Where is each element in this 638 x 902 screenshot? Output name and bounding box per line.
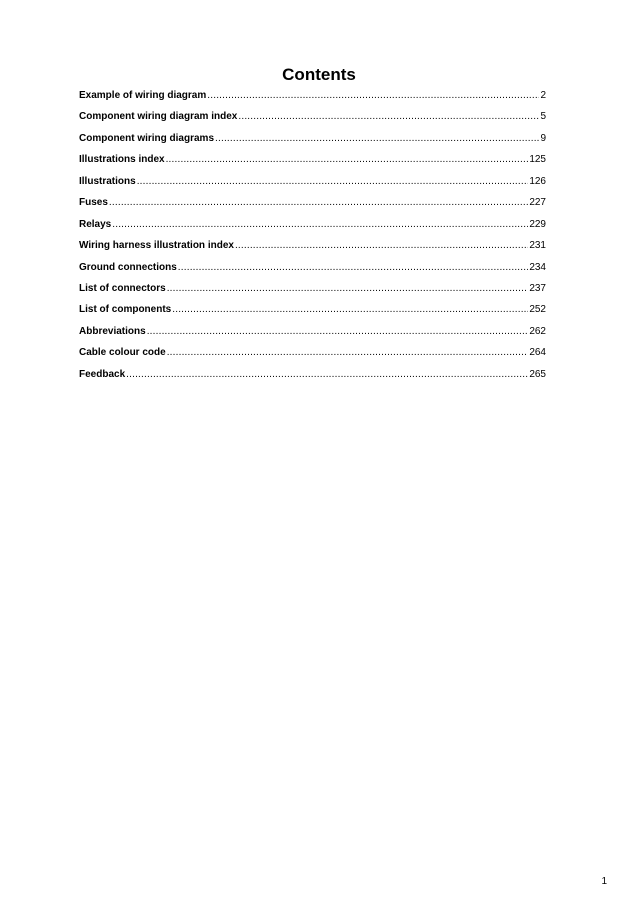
- toc-entry-page: 237: [529, 282, 546, 294]
- toc-entry-page: 262: [529, 325, 546, 337]
- toc-entry[interactable]: [79, 240, 546, 261]
- toc-entry-page: 264: [529, 347, 546, 359]
- page-number: 1: [601, 876, 607, 887]
- toc-entry[interactable]: [79, 111, 546, 132]
- toc-entry[interactable]: [79, 347, 546, 368]
- toc-entry-label: Ground connections: [79, 261, 177, 273]
- toc-dot-leader: [238, 111, 539, 122]
- toc-entry-label: Fuses: [79, 197, 108, 209]
- toc-entry[interactable]: [79, 176, 546, 197]
- toc-dot-leader: [235, 240, 528, 251]
- toc-entry-page: 9: [540, 132, 546, 144]
- toc-dot-leader: [167, 283, 529, 294]
- toc-dot-leader: [147, 326, 529, 337]
- toc-entry[interactable]: [79, 90, 546, 111]
- toc-entry[interactable]: [79, 197, 546, 218]
- toc-entry-page: 5: [540, 111, 546, 123]
- toc-entry-page: 231: [529, 240, 546, 252]
- toc-dot-leader: [172, 304, 528, 315]
- toc-entry[interactable]: [79, 304, 546, 325]
- toc-entry-label: Relays: [79, 218, 112, 230]
- toc-entry-page: 227: [529, 197, 546, 209]
- toc-entry[interactable]: [79, 369, 546, 390]
- toc-entry-page: 125: [529, 154, 546, 166]
- toc-entry-label: Component wiring diagrams: [79, 132, 215, 144]
- toc-dot-leader: [137, 176, 529, 187]
- toc-entry-label: Wiring harness illustration index: [79, 240, 234, 252]
- toc-dot-leader: [207, 90, 539, 101]
- toc-dot-leader: [112, 219, 528, 230]
- toc-entry[interactable]: [79, 154, 546, 175]
- toc-entry-label: List of connectors: [79, 282, 166, 294]
- toc-entry-page: 2: [540, 90, 546, 101]
- toc-entry[interactable]: [79, 326, 546, 347]
- toc-entry[interactable]: [79, 262, 546, 283]
- page-title: Contents: [282, 65, 356, 84]
- toc-entry-label: Example of wiring diagram: [79, 90, 207, 101]
- toc-entry[interactable]: [79, 283, 546, 304]
- toc-dot-leader: [178, 262, 529, 273]
- toc-entry-page: 126: [529, 175, 546, 187]
- toc-entry-page: 252: [529, 304, 546, 316]
- toc-entry-page: 234: [529, 261, 546, 273]
- toc-entry-page: 229: [529, 218, 546, 230]
- toc-dot-leader: [215, 133, 539, 144]
- toc-dot-leader: [166, 154, 529, 165]
- toc-entry-label: List of components: [79, 304, 172, 316]
- toc-entry-label: Abbreviations: [79, 325, 146, 337]
- toc-entry[interactable]: [79, 219, 546, 240]
- toc-entry[interactable]: [79, 133, 546, 154]
- toc-entry-label: Illustrations index: [79, 154, 165, 166]
- toc-entry-label: Illustrations: [79, 175, 136, 187]
- toc-dot-leader: [167, 347, 529, 358]
- toc-dot-leader: [126, 369, 528, 380]
- toc-entry-label: Cable colour code: [79, 347, 166, 359]
- toc-dot-leader: [109, 197, 528, 208]
- toc-entry-page: 265: [529, 368, 546, 380]
- toc-entry-label: Feedback: [79, 368, 126, 380]
- table-of-contents: [79, 90, 546, 390]
- toc-entry-label: Component wiring diagram index: [79, 111, 238, 123]
